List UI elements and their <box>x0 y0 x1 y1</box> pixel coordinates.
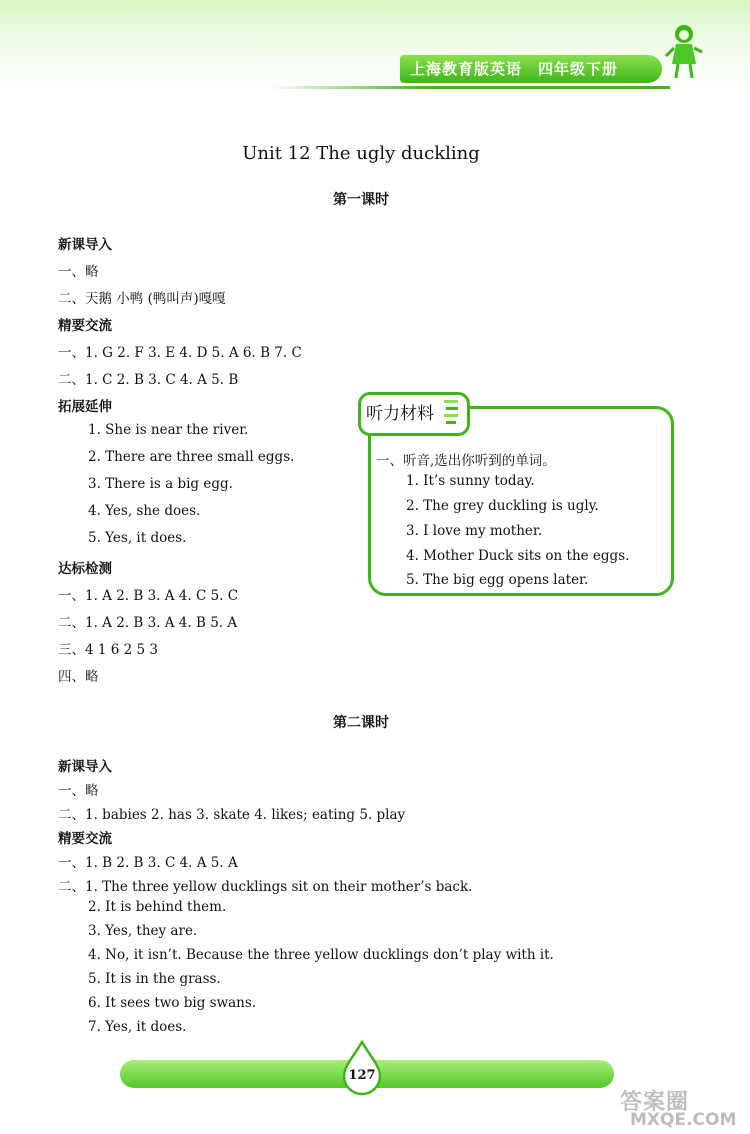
watermark-url: MXQE.COM <box>630 1110 737 1130</box>
answer-line: 一、1. A 2. B 3. A 4. C 5. C <box>58 588 239 604</box>
answer-line: 二、1. babies 2. has 3. skate 4. likes; eating 5. play <box>58 807 406 823</box>
answer-line: 二、1. The three yellow ducklings sit on their mother’s back. <box>58 879 473 895</box>
girl-mascot-icon <box>664 22 704 82</box>
lesson-2-title: 第二课时 <box>333 715 389 731</box>
answer-line: 一、略 <box>58 264 99 280</box>
page-number: 127 <box>348 1068 376 1083</box>
answer-line: 四、略 <box>58 669 99 685</box>
listening-item: 1. It’s sunny today. <box>406 473 535 489</box>
listening-item: 2. The grey duckling is ugly. <box>406 498 599 514</box>
section-heading: 拓展延伸 <box>58 399 112 415</box>
unit-title: Unit 12 The ugly duckling <box>242 143 480 164</box>
answer-line: 5. It is in the grass. <box>88 971 221 987</box>
lesson-1-title: 第一课时 <box>333 192 389 208</box>
section-heading: 精要交流 <box>58 318 112 334</box>
answer-line: 二、1. A 2. B 3. A 4. B 5. A <box>58 615 238 631</box>
answer-line: 3. Yes, they are. <box>88 923 198 939</box>
answer-line: 7. Yes, it does. <box>88 1019 187 1035</box>
answer-line: 2. It is behind them. <box>88 899 227 915</box>
listening-item: 4. Mother Duck sits on the eggs. <box>406 548 630 564</box>
section-heading: 精要交流 <box>58 831 112 847</box>
header-title-grade: 四年级下册 <box>538 60 619 78</box>
section-heading: 新课导入 <box>58 759 112 775</box>
answer-line: 3. There is a big egg. <box>88 476 233 492</box>
answer-line: 4. No, it isn’t. Because the three yellow ducklings don’t play with it. <box>88 947 554 963</box>
sparkle-icon <box>442 396 462 428</box>
answer-line: 4. Yes, she does. <box>88 503 201 519</box>
listening-item: 3. I love my mother. <box>406 523 543 539</box>
section-heading: 达标检测 <box>58 561 112 577</box>
answer-line: 一、1. B 2. B 3. C 4. A 5. A <box>58 855 238 871</box>
listening-material-label: 听力材料 <box>366 404 434 424</box>
header-rule <box>270 86 670 89</box>
header-title-book: 上海教育版英语 <box>410 60 523 78</box>
watermark-logo: 答案圈 <box>620 1090 690 1115</box>
header-title <box>410 58 618 79</box>
answer-line: 5. Yes, it does. <box>88 530 187 546</box>
answer-line: 一、略 <box>58 783 99 799</box>
listening-item: 5. The big egg opens later. <box>406 572 589 588</box>
answer-line: 一、1. G 2. F 3. E 4. D 5. A 6. B 7. C <box>58 345 302 361</box>
answer-line: 6. It sees two big swans. <box>88 995 257 1011</box>
answer-line: 2. There are three small eggs. <box>88 449 295 465</box>
section-heading: 新课导入 <box>58 237 112 253</box>
answer-line: 三、4 1 6 2 5 3 <box>58 642 158 658</box>
listening-intro: 一、听音,选出你听到的单词。 <box>376 453 556 469</box>
answer-line: 二、天鹅 小鸭 (鸭叫声)嘎嘎 <box>58 291 226 307</box>
answer-line: 1. She is near the river. <box>88 422 249 438</box>
answer-line: 二、1. C 2. B 3. C 4. A 5. B <box>58 372 239 388</box>
